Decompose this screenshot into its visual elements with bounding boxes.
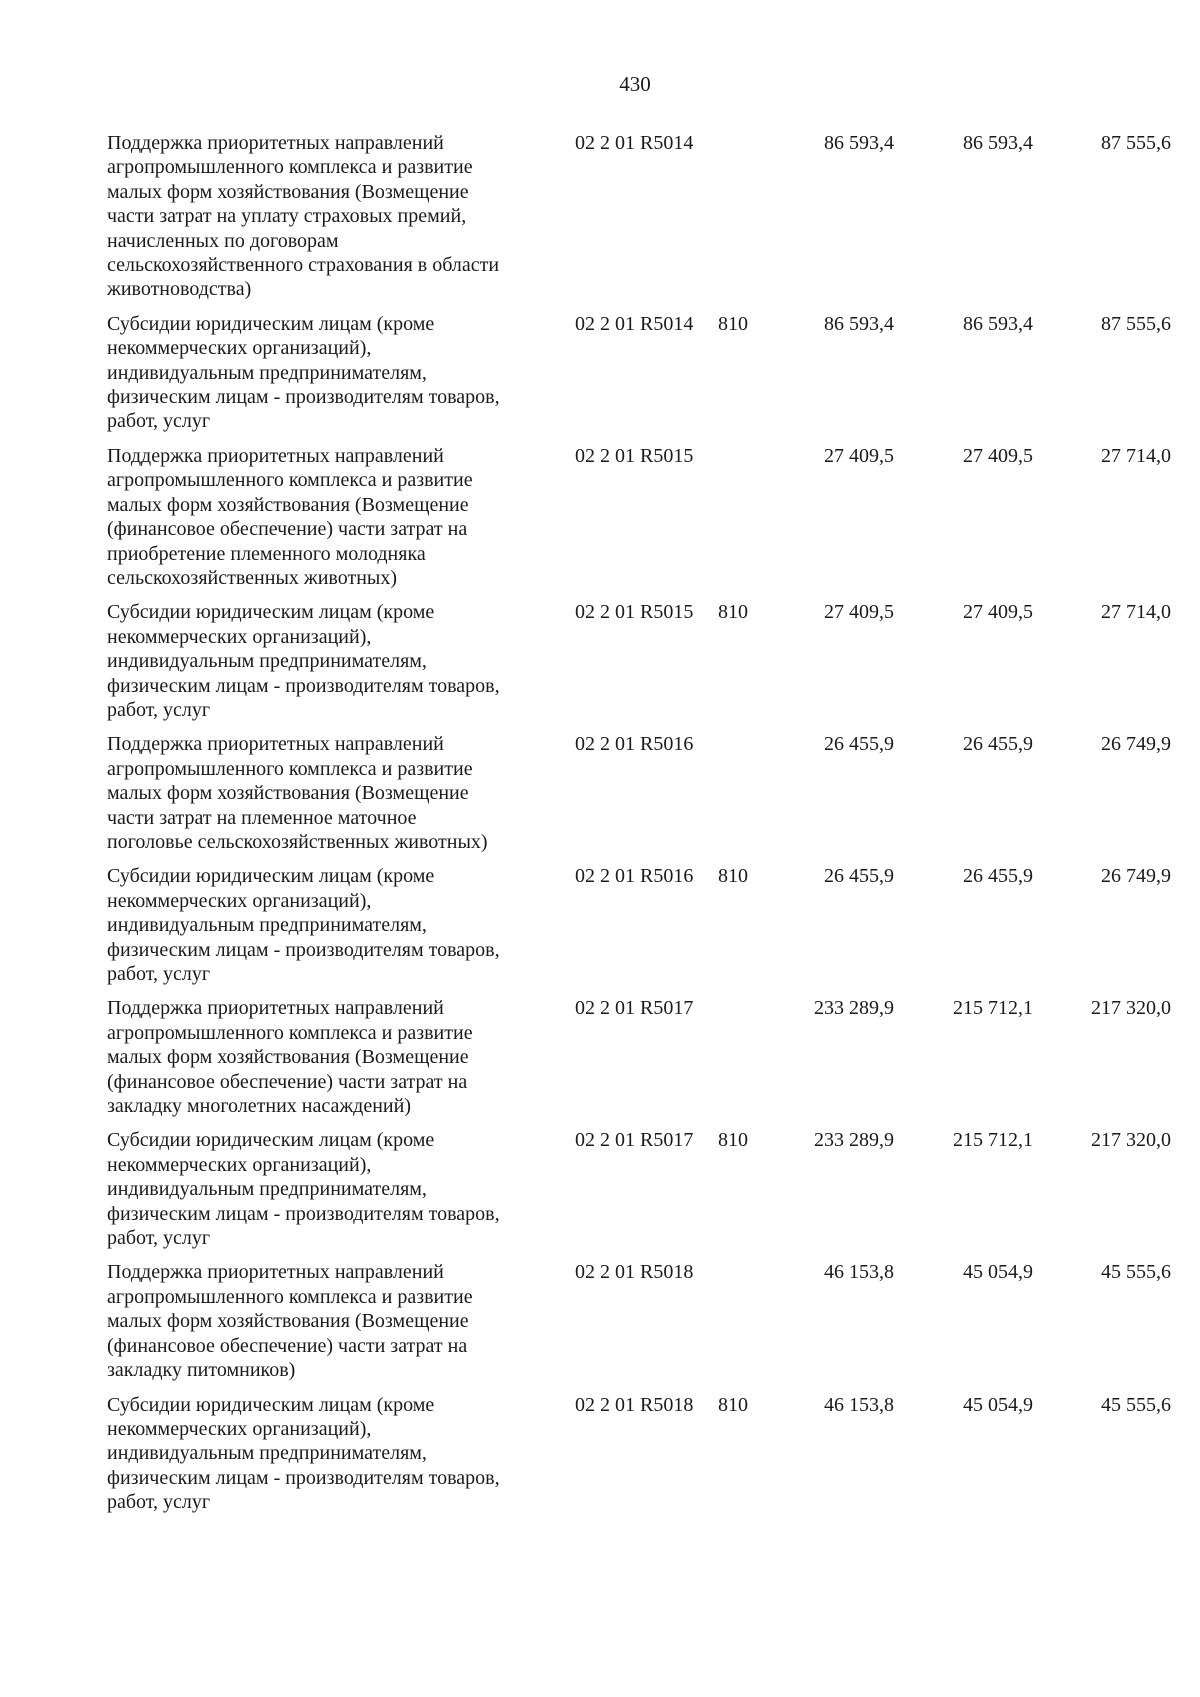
table-row bbox=[0, 600, 1200, 722]
row-spacer bbox=[0, 722, 1200, 732]
table-row bbox=[0, 864, 1200, 986]
row-value-3: 26 749,9 bbox=[1101, 733, 1171, 756]
row-value-1: 46 153,8 bbox=[824, 1393, 894, 1416]
row-description: Субсидии юридическим лицам (кроме некоммерческих организаций), индивидуальным предпринимателям, физическим лицам - производителям товаров, работ, услуг bbox=[107, 601, 500, 721]
row-value-3: 87 555,6 bbox=[1101, 312, 1171, 335]
row-value-1: 27 409,5 bbox=[824, 444, 894, 467]
row-spacer bbox=[0, 590, 1200, 600]
row-value-2: 26 455,9 bbox=[963, 865, 1033, 888]
table-row bbox=[0, 732, 1200, 854]
row-value-1: 86 593,4 bbox=[824, 132, 894, 154]
row-spacer bbox=[0, 986, 1200, 996]
row-expense-type: 810 bbox=[718, 1393, 748, 1416]
row-value-2: 215 712,1 bbox=[953, 997, 1033, 1020]
row-value-1: 26 455,9 bbox=[824, 865, 894, 888]
row-description: Субсидии юридическим лицам (кроме некоммерческих организаций), индивидуальным предпринимателям, физическим лицам - производителям товаров, работ, услуг bbox=[107, 1129, 500, 1250]
row-spacer bbox=[0, 1118, 1200, 1128]
table-row bbox=[0, 996, 1200, 1118]
row-value-3: 87 555,6 bbox=[1101, 132, 1171, 154]
table-row bbox=[0, 131, 1200, 302]
row-code: 02 2 01 R5014 bbox=[575, 132, 694, 154]
table-row bbox=[0, 1393, 1200, 1515]
row-value-2: 27 409,5 bbox=[963, 601, 1033, 624]
row-value-1: 27 409,5 bbox=[824, 601, 894, 624]
row-code: 02 2 01 R5014 bbox=[575, 312, 694, 335]
row-value-3: 217 320,0 bbox=[1091, 997, 1171, 1020]
row-code: 02 2 01 R5017 bbox=[575, 1129, 694, 1152]
row-code: 02 2 01 R5015 bbox=[575, 444, 694, 467]
budget-table bbox=[0, 131, 1200, 1515]
row-value-2: 27 409,5 bbox=[963, 444, 1033, 467]
row-expense-type: 810 bbox=[718, 1129, 748, 1152]
row-value-1: 26 455,9 bbox=[824, 733, 894, 756]
row-value-1: 233 289,9 bbox=[814, 1129, 894, 1152]
row-value-3: 45 555,6 bbox=[1101, 1393, 1171, 1416]
row-expense-type: 810 bbox=[718, 865, 748, 888]
row-description: Субсидии юридическим лицам (кроме некоммерческих организаций), индивидуальным предпринимателям, физическим лицам - производителям товаров, работ, услуг bbox=[107, 312, 500, 433]
row-spacer bbox=[0, 1250, 1200, 1260]
row-value-3: 26 749,9 bbox=[1101, 865, 1171, 888]
row-description: Поддержка приоритетных направлений агропромышленного комплекса и развитие малых форм хозяйствования (Возмещение части затрат на племенное маточное поголовье сельскохозяйственных животных) bbox=[107, 733, 488, 853]
table-row bbox=[0, 1128, 1200, 1250]
row-value-3: 27 714,0 bbox=[1101, 444, 1171, 467]
row-description: Поддержка приоритетных направлений агропромышленного комплекса и развитие малых форм хозяйствования (Возмещение (финансовое обеспечение) части затрат на закладку питомников) bbox=[107, 1261, 473, 1382]
row-value-2: 26 455,9 bbox=[963, 733, 1033, 756]
row-code: 02 2 01 R5017 bbox=[575, 997, 694, 1020]
row-description: Поддержка приоритетных направлений агропромышленного комплекса и развитие малых форм хозяйствования (Возмещение части затрат на уплату страховых премий, начисленных по договорам сельскохозяйственного страхования в области животноводства) bbox=[107, 132, 500, 301]
row-spacer bbox=[0, 434, 1200, 444]
row-spacer bbox=[0, 1383, 1200, 1393]
row-value-1: 233 289,9 bbox=[814, 997, 894, 1020]
row-value-1: 46 153,8 bbox=[824, 1261, 894, 1284]
table-row bbox=[0, 312, 1200, 434]
row-expense-type: 810 bbox=[718, 312, 748, 335]
row-value-1: 86 593,4 bbox=[824, 312, 894, 335]
row-code: 02 2 01 R5018 bbox=[575, 1261, 694, 1284]
row-value-2: 215 712,1 bbox=[953, 1129, 1033, 1152]
page-number: 430 bbox=[619, 72, 651, 96]
row-description: Субсидии юридическим лицам (кроме некоммерческих организаций), индивидуальным предпринимателям, физическим лицам - производителям товаров, работ, услуг bbox=[107, 1393, 500, 1514]
row-code: 02 2 01 R5015 bbox=[575, 601, 694, 624]
row-value-3: 217 320,0 bbox=[1091, 1129, 1171, 1152]
row-value-2: 45 054,9 bbox=[963, 1393, 1033, 1416]
row-value-2: 86 593,4 bbox=[963, 132, 1033, 154]
row-expense-type: 810 bbox=[718, 601, 748, 624]
table-row bbox=[0, 1260, 1200, 1382]
row-spacer bbox=[0, 854, 1200, 864]
row-spacer bbox=[0, 302, 1200, 312]
row-code: 02 2 01 R5016 bbox=[575, 865, 694, 888]
row-description: Поддержка приоритетных направлений агропромышленного комплекса и развитие малых форм хозяйствования (Возмещение (финансовое обеспечение) части затрат на приобретение племенного молодняка сельскохозяйственных животных) bbox=[107, 444, 473, 589]
row-description: Поддержка приоритетных направлений агропромышленного комплекса и развитие малых форм хозяйствования (Возмещение (финансовое обеспечение) части затрат на закладку многолетних насаждений) bbox=[107, 997, 473, 1118]
row-value-2: 86 593,4 bbox=[963, 312, 1033, 335]
row-value-3: 45 555,6 bbox=[1101, 1261, 1171, 1284]
row-value-2: 45 054,9 bbox=[963, 1261, 1033, 1284]
row-code: 02 2 01 R5018 bbox=[575, 1393, 694, 1416]
row-code: 02 2 01 R5016 bbox=[575, 733, 694, 756]
table-row bbox=[0, 444, 1200, 590]
row-description: Субсидии юридическим лицам (кроме некоммерческих организаций), индивидуальным предпринимателям, физическим лицам - производителям товаров, работ, услуг bbox=[107, 865, 500, 985]
row-value-3: 27 714,0 bbox=[1101, 601, 1171, 624]
